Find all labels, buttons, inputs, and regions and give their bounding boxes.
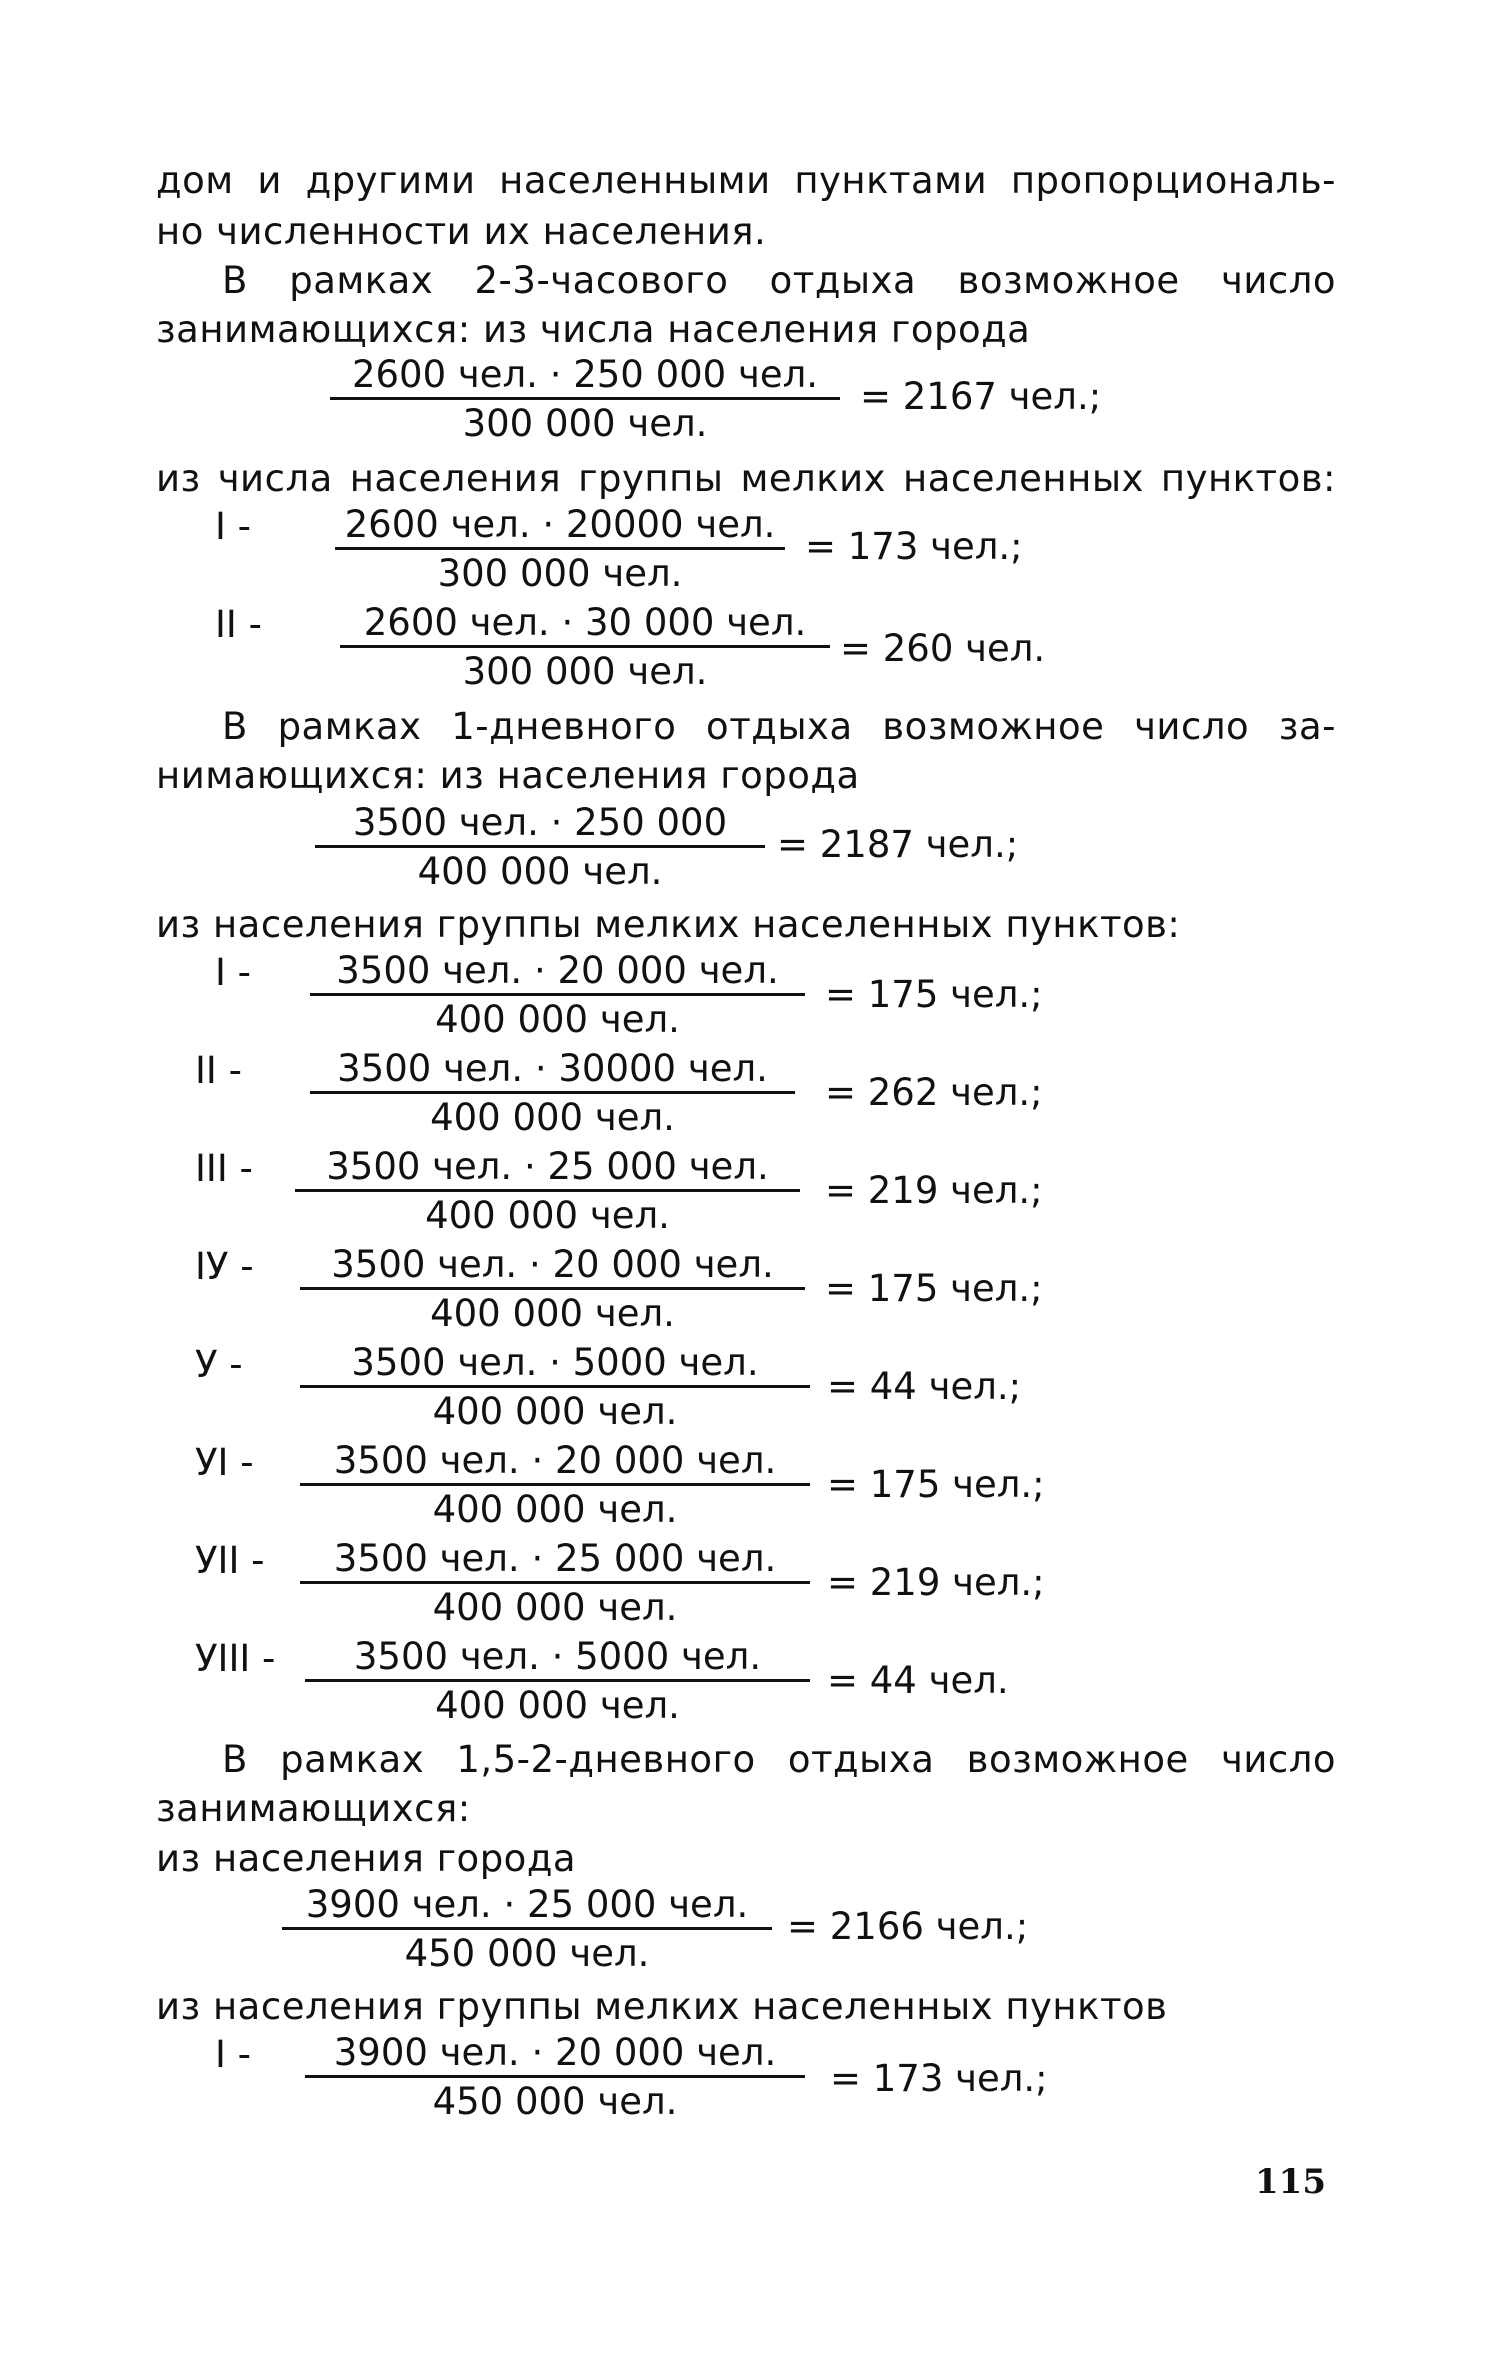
- text-line: из числа населения группы мелких населенных пунктов:: [156, 457, 1336, 500]
- formula-denominator: 450 000 чел.: [432, 2080, 678, 2123]
- formula-label: II -: [215, 603, 262, 646]
- formula-denominator: 400 000 чел.: [432, 1390, 678, 1433]
- formula-numerator: 2600 чел. · 30 000 чел.: [363, 601, 807, 644]
- formula-result: = 2167 чел.;: [860, 375, 1102, 418]
- formula: [215, 503, 1115, 596]
- formula-result: = 2166 чел.;: [787, 1905, 1029, 1948]
- formula-result: = 2187 чел.;: [777, 823, 1019, 866]
- formula-result: = 219 чел.;: [825, 1169, 1043, 1212]
- text-line: В рамках 1,5-2-дневного отдыха возможное число: [222, 1738, 1336, 1781]
- formula-numerator: 3500 чел. · 20 000 чел.: [331, 1243, 774, 1286]
- formula-result: = 175 чел.;: [825, 1267, 1043, 1310]
- fraction-bar: [335, 547, 785, 550]
- fraction-bar: [295, 1189, 800, 1192]
- formula-denominator: 300 000 чел.: [437, 552, 683, 595]
- formula-label: IУ -: [195, 1245, 254, 1288]
- text-line: нимающихся: из населения города: [156, 754, 860, 797]
- text-line: дом и другими населенными пунктами пропорциональ-: [156, 159, 1336, 202]
- formula-denominator: 300 000 чел.: [462, 650, 708, 693]
- formula-result: = 173 чел.;: [805, 525, 1023, 568]
- formula-denominator: 400 000 чел.: [425, 1194, 670, 1237]
- page-number: 115: [1255, 2162, 1326, 2202]
- fraction-bar: [300, 1287, 805, 1290]
- formula-result: = 175 чел.;: [825, 973, 1043, 1016]
- formula: [195, 1635, 1115, 1728]
- formula-denominator: 400 000 чел.: [432, 1488, 678, 1531]
- formula-numerator: 3500 чел. · 5000 чел.: [351, 1341, 759, 1384]
- formula-numerator: 3900 чел. · 25 000 чел.: [305, 1883, 749, 1926]
- formula-numerator: 3500 чел. · 25 000 чел.: [326, 1145, 769, 1188]
- formula-label: У -: [195, 1343, 243, 1386]
- fraction-bar: [330, 397, 840, 400]
- fraction-bar: [282, 1927, 772, 1930]
- formula: [282, 1883, 1112, 1976]
- fraction-bar: [300, 1483, 810, 1486]
- formula-result: = 173 чел.;: [830, 2057, 1048, 2100]
- formula-numerator: 2600 чел. · 20000 чел.: [344, 503, 776, 546]
- formula: [195, 1341, 1115, 1434]
- formula-numerator: 3500 чел. · 20 000 чел.: [333, 1439, 777, 1482]
- formula-denominator: 450 000 чел.: [404, 1932, 650, 1975]
- formula-numerator: 3500 чел. · 5000 чел.: [353, 1635, 762, 1678]
- formula-result: = 260 чел.: [840, 627, 1046, 670]
- formula: [195, 1243, 1115, 1336]
- formula: [215, 601, 1115, 694]
- formula-denominator: 400 000 чел.: [435, 998, 680, 1041]
- formula: [195, 1145, 1115, 1238]
- formula: [215, 949, 1115, 1042]
- formula: [195, 1439, 1115, 1532]
- text-line: из населения группы мелких населенных пунктов:: [156, 903, 1181, 946]
- formula-result: = 219 чел.;: [827, 1561, 1045, 1604]
- formula-result: = 44 чел.;: [827, 1365, 1022, 1408]
- formula-label: II -: [195, 1049, 242, 1092]
- text-line: В рамках 2-3-часового отдыха возможное число: [222, 259, 1336, 302]
- formula-numerator: 2600 чел. · 250 000 чел.: [351, 353, 819, 396]
- formula: [330, 353, 1110, 446]
- formula-denominator: 400 000 чел.: [435, 1684, 680, 1727]
- formula-denominator: 300 000 чел.: [462, 402, 708, 445]
- text-line: из населения города: [156, 1837, 577, 1880]
- formula-label: УI -: [195, 1441, 254, 1484]
- fraction-bar: [310, 993, 805, 996]
- fraction-bar: [340, 645, 830, 648]
- formula-label: УIII -: [195, 1637, 276, 1680]
- text-line: занимающихся: из числа населения города: [156, 308, 1031, 351]
- formula-denominator: 400 000 чел.: [417, 850, 663, 893]
- text-line: но численности их населения.: [156, 210, 767, 253]
- text-line: занимающихся:: [156, 1787, 471, 1830]
- formula-numerator: 3500 чел. · 30000 чел.: [337, 1047, 768, 1090]
- formula-label: I -: [215, 505, 252, 548]
- fraction-bar: [315, 845, 765, 848]
- formula-numerator: 3500 чел. · 25 000 чел.: [333, 1537, 777, 1580]
- formula-label: I -: [215, 951, 252, 994]
- text-line: В рамках 1-дневного отдыха возможное число за-: [222, 705, 1336, 748]
- fraction-bar: [300, 1385, 810, 1388]
- fraction-bar: [300, 1581, 810, 1584]
- text-line: из населения группы мелких населенных пунктов: [156, 1985, 1168, 2028]
- formula-label: УII -: [195, 1539, 265, 1582]
- formula-numerator: 3900 чел. · 20 000 чел.: [333, 2031, 777, 2074]
- formula: [195, 1537, 1115, 1630]
- formula-denominator: 400 000 чел.: [430, 1096, 675, 1139]
- formula-label: I -: [215, 2033, 252, 2076]
- formula: [315, 801, 1115, 894]
- fraction-bar: [305, 1679, 810, 1682]
- formula-result: = 44 чел.: [827, 1659, 1009, 1702]
- fraction-bar: [310, 1091, 795, 1094]
- formula-denominator: 400 000 чел.: [432, 1586, 678, 1629]
- formula: [195, 1047, 1115, 1140]
- formula-result: = 175 чел.;: [827, 1463, 1045, 1506]
- formula: [215, 2031, 1115, 2124]
- formula-denominator: 400 000 чел.: [430, 1292, 675, 1335]
- formula-result: = 262 чел.;: [825, 1071, 1043, 1114]
- fraction-bar: [305, 2075, 805, 2078]
- formula-label: III -: [195, 1147, 253, 1190]
- formula-numerator: 3500 чел. · 250 000: [352, 801, 728, 844]
- formula-numerator: 3500 чел. · 20 000 чел.: [336, 949, 779, 992]
